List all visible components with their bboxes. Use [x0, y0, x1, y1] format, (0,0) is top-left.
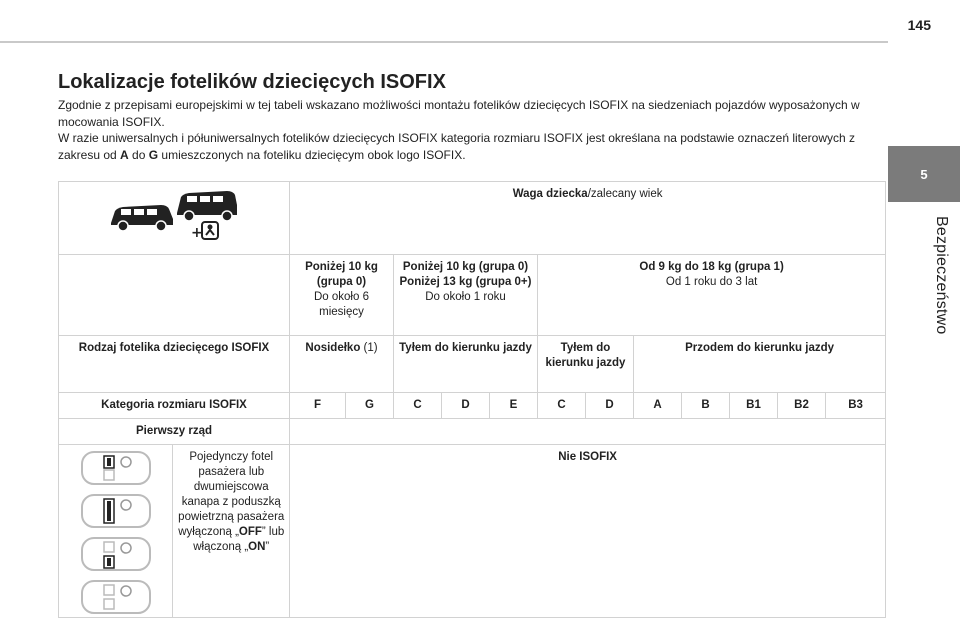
weight-group-0plus: [394, 255, 538, 336]
seat-description-text: ”: [265, 541, 270, 553]
isofix-table: [58, 181, 886, 618]
weight-group-bold: Poniżej 10 kg (grupa 0) Poniżej 13 kg (grupa 0+): [399, 261, 532, 288]
intro-text-part: do: [128, 147, 149, 162]
carrycot-note: (1): [360, 342, 378, 354]
svg-text:+: +: [191, 225, 203, 241]
weight-group-age: Do około 6 miesięcy: [314, 291, 369, 318]
page-number: 145: [907, 17, 931, 33]
weight-group-age: Do około 1 roku: [425, 291, 506, 303]
car-seat-layout-icon: [80, 577, 152, 617]
seat-description-text: ” lub włączoną „: [193, 526, 285, 553]
seat-type-label: Rodzaj fotelika dziecięcego ISOFIX: [59, 336, 290, 393]
van-icon: [111, 205, 173, 231]
size-class-cell: B1: [730, 393, 778, 419]
vehicle-icons-cell: [59, 182, 290, 255]
weight-header-bold: Waga dziecka: [512, 188, 588, 200]
weight-group-1: [538, 255, 886, 336]
size-class-cell: E: [490, 393, 538, 419]
size-letter-g: G: [148, 147, 159, 162]
isofix-result-cell: Nie ISOFIX: [290, 445, 886, 618]
rear-facing-cell: Tyłem do kierunku jazdy: [394, 336, 538, 393]
size-class-cell: G: [346, 393, 394, 419]
intro-text: [58, 97, 873, 163]
seat-description: [172, 445, 289, 617]
carrycot-label: Nosidełko: [305, 342, 361, 354]
rear-facing-cell: Tyłem do kierunku jazdy: [538, 336, 634, 393]
airbag-off-label: OFF: [238, 526, 262, 538]
car-seat-layout-icon: [80, 448, 152, 488]
size-class-cell: D: [586, 393, 634, 419]
weight-group-bold: Od 9 kg do 18 kg (grupa 1): [639, 261, 784, 273]
intro-paragraph-2: [58, 130, 873, 163]
chapter-tab[interactable]: [888, 146, 960, 202]
size-class-cell: C: [394, 393, 442, 419]
page-title: Lokalizacje fotelików dziecięcych ISOFIX: [58, 71, 446, 93]
van-icons: [109, 189, 239, 241]
chapter-number: 5: [920, 166, 928, 182]
row-section-label: Pierwszy rząd: [59, 419, 290, 445]
size-letter-a: A: [120, 147, 129, 162]
airbag-on-label: ON: [248, 541, 266, 553]
size-class-cell: D: [442, 393, 490, 419]
size-class-cell: C: [538, 393, 586, 419]
table-row: [59, 393, 886, 419]
seat-diagram-column: [59, 445, 172, 617]
table-row: [59, 182, 886, 255]
weight-group-0: [290, 255, 394, 336]
intro-text-part: umieszczonych na foteliku dziecięcym obok logo ISOFIX.: [158, 147, 466, 162]
car-seat-layout-icon: [80, 534, 152, 574]
child-seat-icon: [191, 222, 218, 241]
header-rule: [0, 41, 888, 43]
table-row: [59, 445, 886, 618]
table-row: [59, 336, 886, 393]
chapter-label: Bezpieczeństwo: [933, 216, 950, 335]
van-icon: [177, 191, 237, 221]
weight-header-rest: /zalecany wiek: [587, 188, 663, 200]
size-class-cell: A: [634, 393, 682, 419]
empty-cell: [290, 419, 886, 445]
seat-description-text: Pojedynczy fotel pasażera lub dwumiejscowa kanapa z poduszką powietrzną pasażera wyłączoną „: [178, 451, 285, 538]
size-class-cell: B3: [826, 393, 886, 419]
size-class-cell: B: [682, 393, 730, 419]
size-class-cell: B2: [778, 393, 826, 419]
table-row: [59, 255, 886, 336]
car-seat-layout-icon: [80, 491, 152, 531]
empty-cell: [59, 255, 290, 336]
weight-group-bold: Poniżej 10 kg (grupa 0): [305, 261, 378, 288]
size-class-label: Kategoria rozmiaru ISOFIX: [59, 393, 290, 419]
carrycot-cell: [290, 336, 394, 393]
forward-facing-cell: Przodem do kierunku jazdy: [634, 336, 886, 393]
intro-text-part: W razie uniwersalnych i półuniwersalnych fotelików dziecięcych ISOFIX kategoria rozmiaru ISOFIX jest określana na podstawie oznaczeń literowych z zakresu od: [58, 131, 856, 162]
table-row: [59, 419, 886, 445]
weight-header-cell: [290, 182, 886, 255]
size-class-cell: F: [290, 393, 346, 419]
seat-cell: [59, 445, 290, 618]
intro-paragraph-1: Zgodnie z przepisami europejskimi w tej tabeli wskazano możliwości montażu fotelików dziecięcych ISOFIX na siedzeniach pojazdów wyposażonych w mocowania ISOFIX.: [58, 98, 860, 129]
weight-group-age: Od 1 roku do 3 lat: [665, 276, 758, 288]
